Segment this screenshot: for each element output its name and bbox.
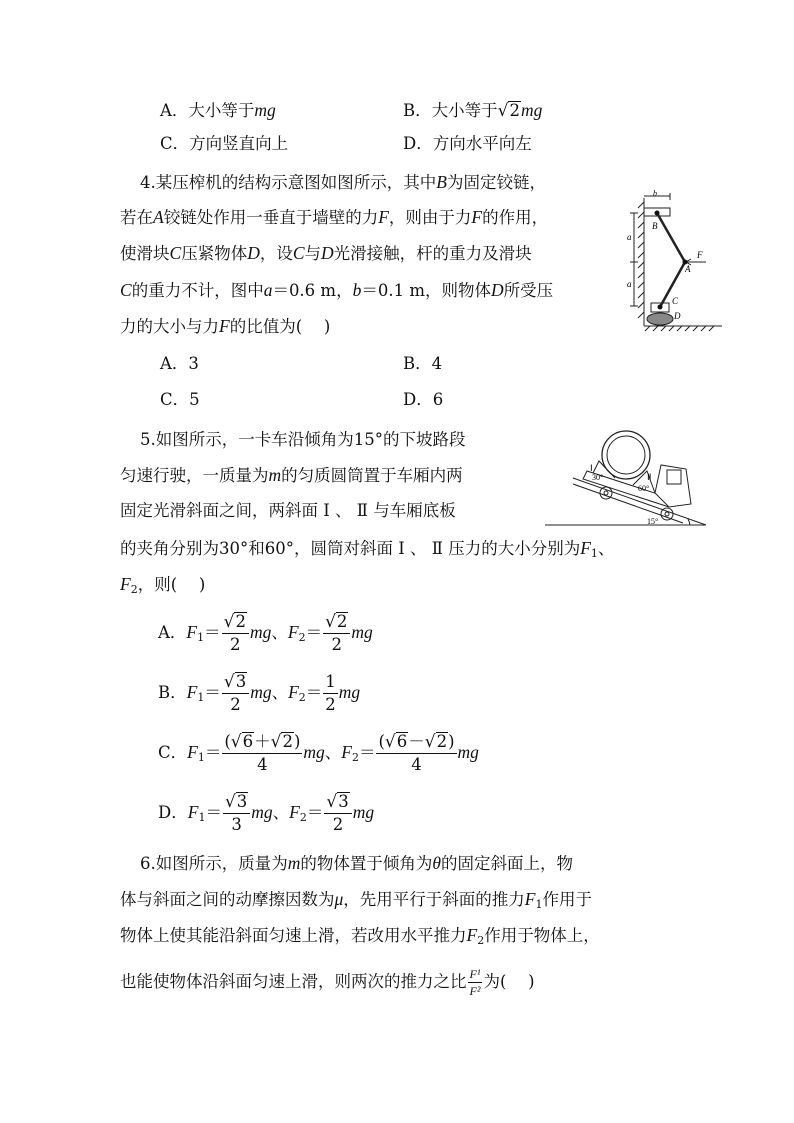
label-incline-2: Ⅱ bbox=[647, 472, 652, 482]
q6-line-1: 6.如图所示，质量为m的物体置于倾角为θ的固定斜面上，物 bbox=[140, 853, 573, 873]
q3-option-c: C．方向竖直向上 bbox=[160, 134, 289, 153]
label-C: C bbox=[672, 296, 679, 306]
q5-line-2: 匀速行驶，一质量为m的匀质圆筒置于车厢内两 bbox=[120, 465, 463, 485]
q4-line-1: 4.某压榨机的结构示意图如图所示，其中B为固定铰链， bbox=[140, 172, 546, 192]
q6-line-4: 也能使物体沿斜面匀速上滑，则两次的推力之比 $\frac{\text{F¹}}{\text{F²}}$ 为( ) bbox=[120, 967, 535, 998]
label-A: A bbox=[685, 264, 691, 274]
q5-option-c: C．$F_1=$ $\frac{(√6+√2)}{4}$ mg、$F_2=$ $\frac{(√6-√2)}{4}$ mg bbox=[158, 732, 479, 774]
joint-b bbox=[655, 211, 660, 216]
q4-option-a: A．3 bbox=[160, 354, 199, 373]
joint-c bbox=[658, 305, 663, 310]
wheel-front bbox=[661, 508, 673, 520]
q5-option-a: A．$F_1=$ $\frac{√2}{2}$ mg、$F_2=$ $\frac{√2}{2}$ mg bbox=[158, 612, 373, 654]
q4-line-4: C的重力不计，图中a＝0.6 m，b＝0.1 m，则物体D所受压 bbox=[120, 280, 554, 300]
label-angle-30: 30° bbox=[592, 473, 604, 482]
q4-option-b: B．4 bbox=[403, 354, 443, 373]
label-B: B bbox=[652, 221, 658, 231]
label-angle-15: 15° bbox=[647, 517, 659, 526]
q4-option-d: D．6 bbox=[403, 390, 444, 409]
label-incline-1: Ⅰ bbox=[590, 463, 593, 473]
label-a1: a bbox=[627, 232, 632, 242]
object-d bbox=[647, 313, 673, 325]
label-b: b bbox=[653, 189, 657, 198]
label-a2: a bbox=[627, 279, 632, 289]
rod-upper bbox=[657, 213, 685, 262]
q6-line-2: 体与斜面之间的动摩擦因数为μ，先用平行于斜面的推力$F_1$作用于 bbox=[120, 889, 592, 911]
q5-line-5: $F_2$，则( ) bbox=[120, 574, 206, 596]
q5-line-3: 固定光滑斜面之间，两斜面 Ⅰ 、 Ⅱ 与车厢底板 bbox=[120, 501, 456, 520]
floor-hatch bbox=[645, 326, 714, 331]
q3-option-d: D．方向水平向左 bbox=[403, 134, 532, 153]
q4-line-2: 若在A铰链处作用一垂直于墙壁的力F，则由于力F的作用， bbox=[120, 207, 549, 227]
label-angle-60: 60° bbox=[638, 484, 650, 493]
wheel-rear bbox=[600, 487, 612, 499]
label-F: F bbox=[697, 250, 703, 260]
q3-option-b: B．大小等于√2mg bbox=[403, 100, 543, 121]
press-machine-figure bbox=[624, 188, 724, 333]
q4-option-c: C．5 bbox=[160, 390, 200, 409]
q5-line-1: 5.如图所示，一卡车沿倾角为15°的下坡路段 bbox=[140, 430, 466, 449]
q5-option-d: D．$F_1=$ $\frac{√3}{3}$ mg、$F_2=$ $\frac{√3}{2}$ mg bbox=[158, 792, 375, 834]
q4-line-3: 使滑块C压紧物体D，设C与D光滑接触，杆的重力及滑块 bbox=[120, 243, 532, 263]
q3-option-a: A．大小等于mg bbox=[160, 100, 276, 120]
cylinder-inner bbox=[607, 436, 645, 474]
truck-figure bbox=[543, 428, 709, 528]
label-D: D bbox=[674, 311, 681, 321]
angle-arc-15 bbox=[688, 519, 690, 525]
q5-option-b: B．$F_1=$ $\frac{√3}{2}$ mg、$F_2=$ $\frac{1}{2}$ mg bbox=[158, 672, 361, 714]
cylinder-outer bbox=[602, 431, 650, 479]
q6-line-3: 物体上使其能沿斜面匀速上滑，若改用水平推力$F_2$作用于物体上， bbox=[120, 925, 600, 947]
wall-hatch bbox=[638, 202, 644, 318]
q4-line-5: 力的大小与力F的比值为( ) bbox=[120, 316, 331, 336]
q5-line-4: 的夹角分别为30°和60°，圆筒对斜面 Ⅰ 、 Ⅱ 压力的大小分别为$F_1$、 bbox=[120, 538, 615, 560]
